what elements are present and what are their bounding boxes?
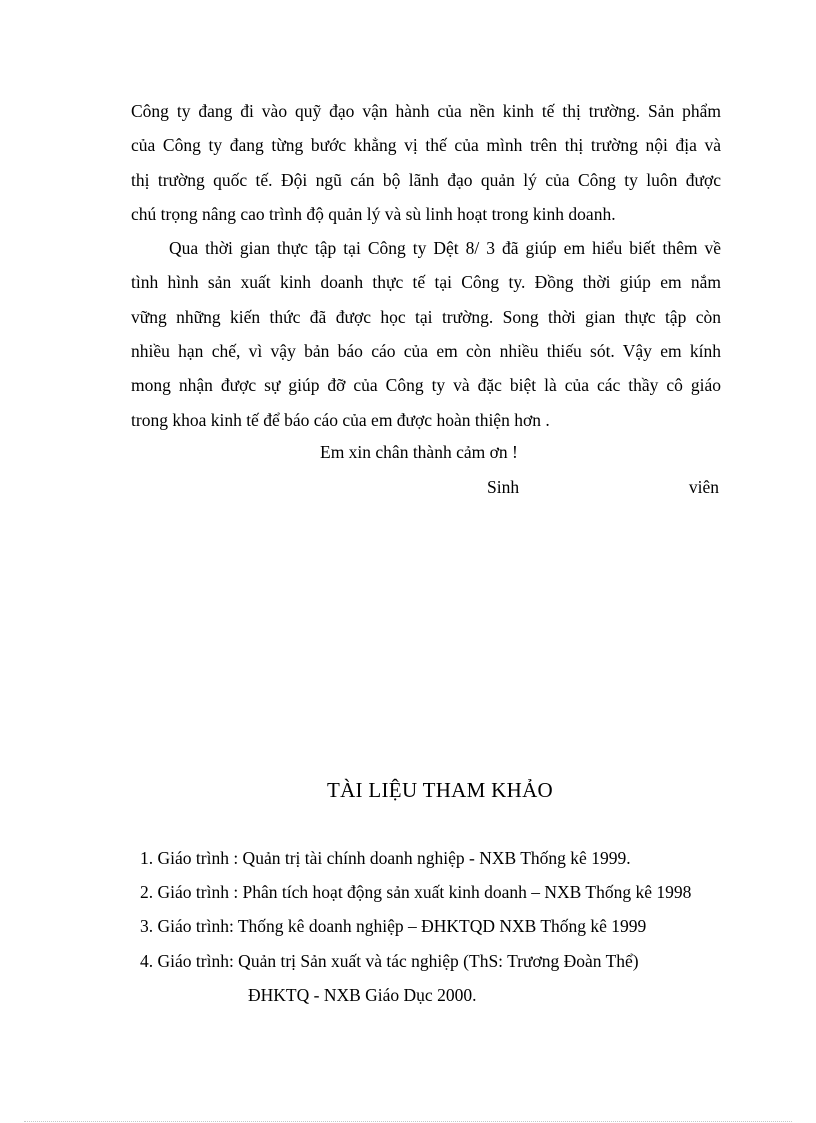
reference-item: 1. Giáo trình : Quản trị tài chính doanh nghiệp - NXB Thống kê 1999. bbox=[140, 848, 631, 868]
text-line: tình hình sản xuất kinh doanh thực tế tại Công ty. Đồng thời giúp em nắm bbox=[131, 272, 721, 293]
signature-word-vien: viên bbox=[688, 477, 719, 497]
text-line: Qua thời gian thực tập tại Công ty Dệt 8/ 3 đã giúp em hiểu biết thêm về bbox=[169, 238, 721, 259]
text-line: nhiều hạn chế, vì vậy bản báo cáo của em còn nhiều thiếu sót. Vậy em kính bbox=[131, 341, 721, 362]
text-line: mong nhận được sự giúp đỡ của Công ty và đặc biệt là của các thầy cô giáo bbox=[131, 375, 721, 396]
paragraph-1 bbox=[131, 94, 721, 231]
signature-word-sinh: Sinh bbox=[487, 477, 520, 497]
closing-line: Em xin chân thành cảm ơn ! bbox=[320, 442, 518, 462]
text-line: Công ty đang đi vào quỹ đạo vận hành của nền kinh tế thị trường. Sản phẩm bbox=[131, 101, 721, 121]
text-line: của Công ty đang từng bước khẳng vị thế của mình trên thị trường nội địa và bbox=[131, 135, 721, 156]
signature-line bbox=[487, 472, 719, 502]
body-text bbox=[131, 94, 721, 437]
references-title: TÀI LIỆU THAM KHẢO bbox=[326, 778, 554, 802]
paragraph-2 bbox=[131, 231, 721, 437]
reference-item: 4. Giáo trình: Quản trị Sản xuất và tác nghiệp (ThS: Trương Đoàn Thể) bbox=[140, 951, 639, 971]
text-line: thị trường quốc tế. Đội ngũ cán bộ lãnh đạo quản lý của Công ty luôn được bbox=[131, 169, 721, 190]
text-line: trong khoa kinh tế để báo cáo của em được hoàn thiện hơn . bbox=[131, 409, 550, 430]
text-line: chú trọng nâng cao trình độ quản lý và sù linh hoạt trong kinh doanh. bbox=[131, 203, 616, 224]
reference-item: 2. Giáo trình : Phân tích hoạt động sản xuất kinh doanh – NXB Thống kê 1998 bbox=[140, 882, 692, 902]
reference-item-continuation: ĐHKTQ - NXB Giáo Dục 2000. bbox=[248, 985, 477, 1005]
text-line: vững những kiến thức đã được học tại trường. Song thời gian thực tập còn bbox=[131, 306, 721, 327]
page-bottom-divider bbox=[24, 1121, 792, 1122]
reference-item: 3. Giáo trình: Thống kê doanh nghiệp – ĐHKTQD NXB Thống kê 1999 bbox=[140, 916, 647, 936]
